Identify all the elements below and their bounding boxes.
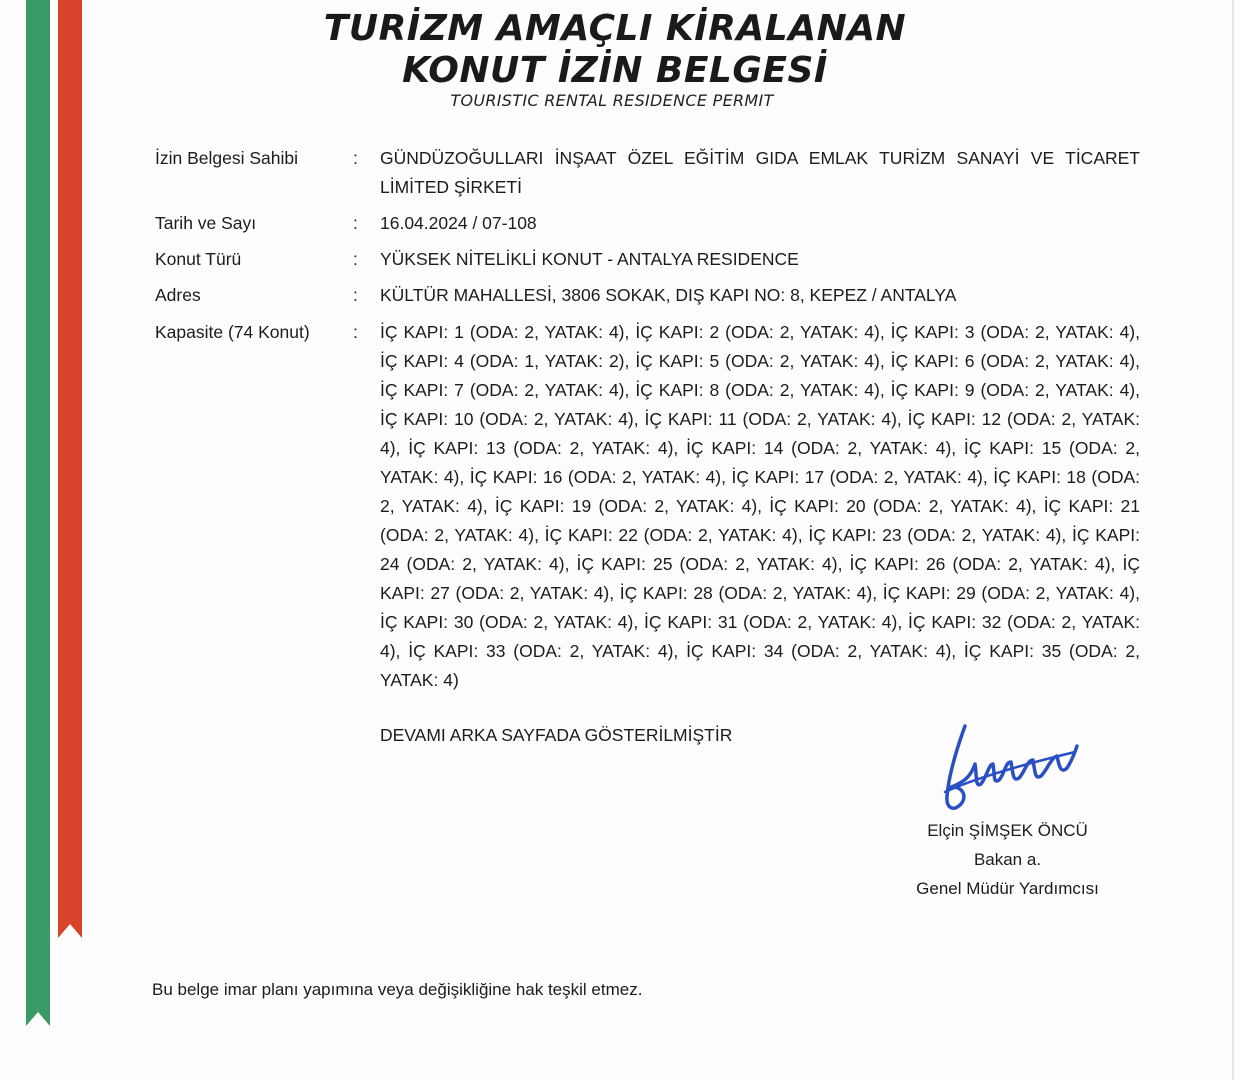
signatory-on-behalf: Bakan a. <box>973 850 1042 869</box>
document-title-line2: KONUT İZİN BELGESİ <box>402 50 828 91</box>
field-label: Adres <box>155 285 201 305</box>
signatory-block <box>880 816 1135 903</box>
flag-ribbon-decoration <box>0 0 90 1080</box>
field-colon: : <box>353 148 358 168</box>
signatory-title: Genel Müdür Yardımcısı <box>916 879 1099 898</box>
field-colon: : <box>353 285 358 305</box>
field-colon: : <box>353 249 358 269</box>
field-value: İÇ KAPI: 1 (ODA: 2, YATAK: 4), İÇ KAPI: 2 (ODA: 2, YATAK: 4), İÇ KAPI: 3 (ODA: 2, YATAK: 4), İÇ KAPI: 4 (ODA: 1, YATAK: 2), İÇ KAPI: 5 (ODA: 2, YATAK: 4), İÇ KAPI: 6 (ODA: 2, YATAK: 4), İÇ KAPI: 7 (ODA: 2, YATAK: 4), İÇ KAPI: 8 (ODA: 2, YATAK: 4), İÇ KAPI: 9 (ODA: 2, YATAK: 4), İÇ KAPI: 10 (ODA: 2, YATAK: 4), İÇ KAPI: 11 (ODA: 2, YATAK: 4), İÇ KAPI: 12 (ODA: 2, YATAK: 4), İÇ KAPI: 13 (ODA: 2, YATAK: 4), İÇ KAPI: 14 (ODA: 2, YATAK: 4), İÇ KAPI: 15 (ODA: 2, YATAK: 4), İÇ KAPI: 16 (ODA: 2, YATAK: 4), İÇ KAPI: 17 (ODA: 2, YATAK: 4), İÇ KAPI: 18 (ODA: 2, YATAK: 4), İÇ KAPI: 19 (ODA: 2, YATAK: 4), İÇ KAPI: 20 (ODA: 2, YATAK: 4), İÇ KAPI: 21 (ODA: 2, YATAK: 4), İÇ KAPI: 22 (ODA: 2, YATAK: 4), İÇ KAPI: 23 (ODA: 2, YATAK: 4), İÇ KAPI: 24 (ODA: 2, YATAK: 4), İÇ KAPI: 25 (ODA: 2, YATAK: 4), İÇ KAPI: 26 (ODA: 2, YATAK: 4), İÇ KAPI: 27 (ODA: 2, YATAK: 4), İÇ KAPI: 28 (ODA: 2, YATAK: 4), İÇ KAPI: 29 (ODA: 2, YATAK: 4), İÇ KAPI: 30 (ODA: 2, YATAK: 4), İÇ KAPI: 31 (ODA: 2, YATAK: 4), İÇ KAPI: 32 (ODA: 2, YATAK: 4), İÇ KAPI: 33 (ODA: 2, YATAK: 4), İÇ KAPI: 34 (ODA: 2, YATAK: 4), İÇ KAPI: 35 (ODA: 2, YATAK: 4) <box>380 322 1140 690</box>
white-stripe <box>50 0 58 1026</box>
field-colon: : <box>353 322 358 342</box>
field-label: Kapasite (74 Konut) <box>155 322 310 342</box>
field-value: KÜLTÜR MAHALLESİ, 3806 SOKAK, DIŞ KAPI NO: 8, KEPEZ / ANTALYA <box>380 285 957 305</box>
signature-graphic <box>935 718 1085 818</box>
document-title-line1: TURİZM AMAÇLI KİRALANAN <box>323 8 907 49</box>
field-value: GÜNDÜZOĞULLARI İNŞAAT ÖZEL EĞİTİM GIDA EMLAK TURİZM SANAYİ VE TİCARET LİMİTED ŞİRKETİ <box>380 148 1140 197</box>
field-value: 16.04.2024 / 07-108 <box>380 213 537 233</box>
green-ribbon <box>26 0 50 1026</box>
signatory-name: Elçin ŞİMŞEK ÖNCÜ <box>927 821 1088 840</box>
field-value: YÜKSEK NİTELİKLİ KONUT - ANTALYA RESIDENCE <box>380 249 799 269</box>
document-subtitle: TOURISTIC RENTAL RESIDENCE PERMIT <box>450 91 774 110</box>
footer-disclaimer: Bu belge imar planı yapımına veya değişikliğine hak teşkil etmez. <box>152 980 643 999</box>
field-label: Tarih ve Sayı <box>155 213 257 233</box>
red-ribbon <box>58 0 82 938</box>
continuation-note: DEVAMI ARKA SAYFADA GÖSTERİLMİŞTİR <box>380 725 733 745</box>
page-edge-line <box>1232 0 1234 1080</box>
field-colon: : <box>353 213 358 233</box>
field-label: İzin Belgesi Sahibi <box>155 148 298 168</box>
field-label: Konut Türü <box>155 249 242 269</box>
